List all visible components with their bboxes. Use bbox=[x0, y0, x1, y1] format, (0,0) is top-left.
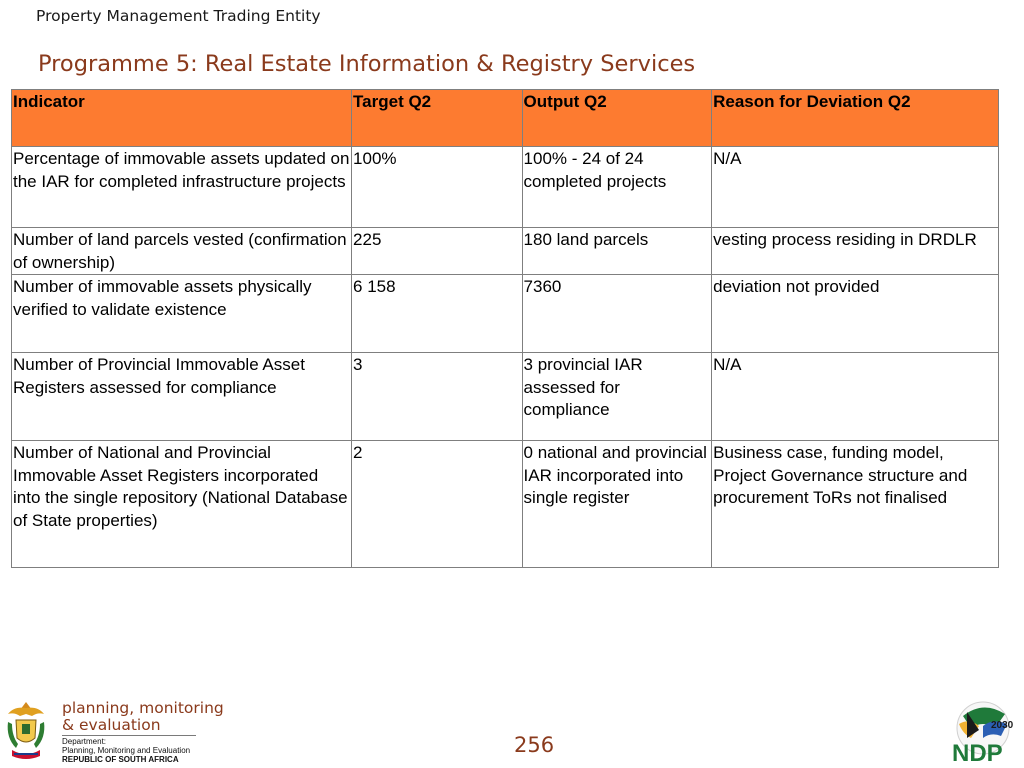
cell-output: 180 land parcels bbox=[522, 228, 712, 275]
cell-indicator: Number of National and Provincial Immovable Asset Registers incorporated into the single repository (National Database of State properties) bbox=[12, 441, 352, 568]
cell-target: 2 bbox=[352, 441, 523, 568]
indicator-table bbox=[11, 89, 999, 568]
cell-target: 3 bbox=[352, 353, 523, 441]
cell-reason: N/A bbox=[712, 353, 999, 441]
svg-text:NDP: NDP bbox=[952, 740, 1003, 764]
table-row bbox=[12, 275, 999, 353]
cell-indicator: Number of Provincial Immovable Asset Registers assessed for compliance bbox=[12, 353, 352, 441]
header-output-q2: Output Q2 bbox=[522, 90, 712, 147]
header-reason-deviation-q2: Reason for Deviation Q2 bbox=[712, 90, 999, 147]
table-row bbox=[12, 441, 999, 568]
cell-output: 3 provincial IAR assessed for compliance bbox=[522, 353, 712, 441]
table-row bbox=[12, 228, 999, 275]
cell-indicator: Percentage of immovable assets updated on the IAR for completed infrastructure projects bbox=[12, 147, 352, 228]
country-name: REPUBLIC OF SOUTH AFRICA bbox=[62, 755, 179, 764]
cell-target: 225 bbox=[352, 228, 523, 275]
cell-output: 7360 bbox=[522, 275, 712, 353]
cell-reason: Business case, funding model, Project Governance structure and procurement ToRs not finalised bbox=[712, 441, 999, 568]
table-header-row bbox=[12, 90, 999, 147]
cell-target: 100% bbox=[352, 147, 523, 228]
footer-divider bbox=[62, 735, 196, 736]
header-target-q2: Target Q2 bbox=[352, 90, 523, 147]
cell-indicator: Number of immovable assets physically verified to validate existence bbox=[12, 275, 352, 353]
table-row bbox=[12, 353, 999, 441]
entity-heading: Property Management Trading Entity bbox=[36, 7, 321, 25]
pme-wordmark-line1: planning, monitoring bbox=[62, 699, 224, 717]
pme-wordmark-line2: & evaluation bbox=[62, 716, 161, 734]
table-row bbox=[12, 147, 999, 228]
cell-reason: deviation not provided bbox=[712, 275, 999, 353]
cell-reason: N/A bbox=[712, 147, 999, 228]
cell-reason: vesting process residing in DRDLR bbox=[712, 228, 999, 275]
cell-indicator: Number of land parcels vested (confirmation of ownership) bbox=[12, 228, 352, 275]
cell-target: 6 158 bbox=[352, 275, 523, 353]
page-number: 256 bbox=[514, 733, 555, 757]
dept-name: Planning, Monitoring and Evaluation bbox=[62, 746, 191, 755]
cell-output: 0 national and provincial IAR incorporated into single register bbox=[522, 441, 712, 568]
cell-output: 100% - 24 of 24 completed projects bbox=[522, 147, 712, 228]
ndp-2030-logo bbox=[949, 698, 1017, 764]
coat-of-arms-logo bbox=[2, 698, 50, 766]
svg-text:2030: 2030 bbox=[991, 720, 1014, 731]
page-title: Programme 5: Real Estate Information & Registry Services bbox=[38, 51, 696, 77]
header-indicator: Indicator bbox=[12, 90, 352, 147]
dept-label: Department: bbox=[62, 737, 107, 746]
